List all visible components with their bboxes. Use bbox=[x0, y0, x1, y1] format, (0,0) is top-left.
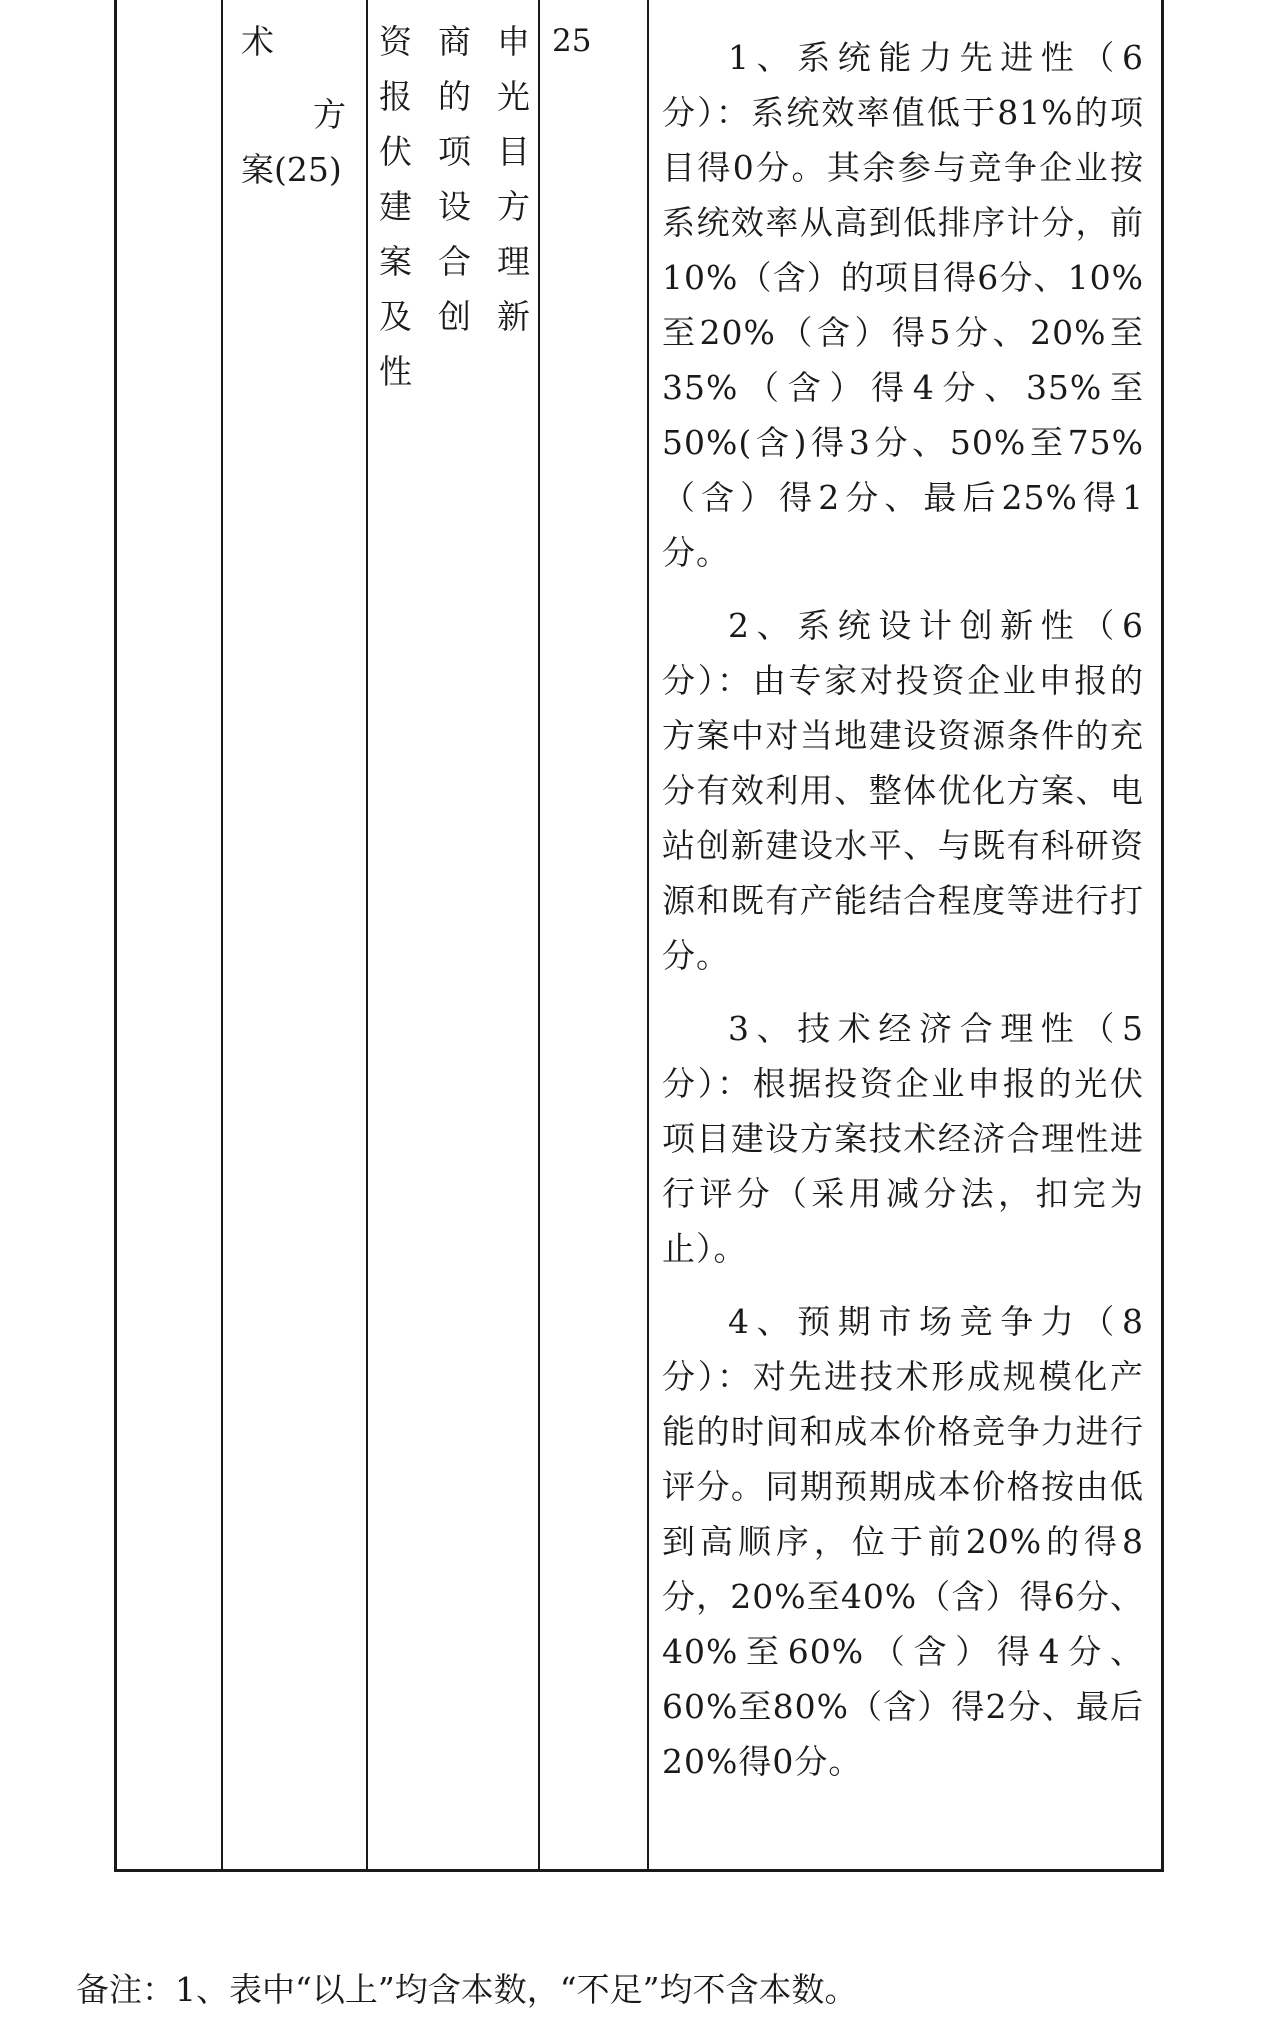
content-cell bbox=[379, 14, 556, 399]
content-char: 的 bbox=[438, 77, 471, 116]
content-char bbox=[438, 344, 497, 399]
content-char: 性 bbox=[379, 352, 412, 391]
category-line-1: 术 bbox=[241, 22, 274, 61]
category-line-2: 方 bbox=[313, 95, 346, 134]
content-char: 理 bbox=[497, 242, 530, 281]
content-char: 及 bbox=[379, 297, 412, 336]
criteria-cell bbox=[662, 30, 1144, 1807]
content-char: 合 bbox=[438, 242, 471, 281]
content-char: 资 bbox=[379, 22, 412, 61]
criterion-4: 4、预期市场竞争力（8分）：对先进技术形成规模化产能的时间和成本价格竞争力进行评分。同期预期成本价格按由低到高顺序，位于前20%的得8分，20%至40%（含）得6分、40%至60%（含）得4分、60%至80%（含）得2分、最后20%得0分。 bbox=[662, 1302, 1144, 1781]
column-divider-2 bbox=[366, 0, 368, 1869]
column-divider-4 bbox=[647, 0, 649, 1869]
criterion-1: 1、系统能力先进性（6分）：系统效率值低于81%的项目得0分。其余参与竞争企业按系统效率从高到低排序计分，前10%（含）的项目得6分、10%至20%（含）得5分、20%至35%（含）得4分、35%至50%(含)得3分、50%至75%（含）得2分、最后25%得1分。 bbox=[662, 38, 1144, 572]
content-char: 目 bbox=[497, 132, 530, 171]
category-line-3: 案(25) bbox=[241, 150, 342, 189]
content-char: 报 bbox=[379, 77, 412, 116]
content-char bbox=[497, 344, 556, 399]
content-char: 项 bbox=[438, 132, 471, 171]
criterion-3: 3、技术经济合理性（5分）：根据投资企业申报的光伏项目建设方案技术经济合理性进行评分（采用减分法，扣完为止）。 bbox=[662, 1009, 1144, 1268]
footnote: 备注：1、表中“以上”均含本数，“不足”均不含本数。 bbox=[76, 1970, 858, 2009]
content-char: 案 bbox=[379, 242, 412, 281]
score-value: 25 bbox=[552, 23, 592, 59]
content-char: 光 bbox=[497, 77, 530, 116]
content-char: 商 bbox=[438, 22, 471, 61]
criterion-2: 2、系统设计创新性（6分）：由专家对投资企业申报的方案中对当地建设资源条件的充分有效利用、整体优化方案、电站创新建设水平、与既有科研资源和既有产能结合程度等进行打分。 bbox=[662, 606, 1144, 975]
content-char: 方 bbox=[497, 187, 530, 226]
column-divider-1 bbox=[221, 0, 223, 1869]
content-char: 新 bbox=[497, 297, 530, 336]
content-char: 创 bbox=[438, 297, 471, 336]
content-char: 建 bbox=[379, 187, 412, 226]
content-char: 申 bbox=[497, 22, 530, 61]
content-char: 伏 bbox=[379, 132, 412, 171]
content-char: 设 bbox=[438, 187, 471, 226]
